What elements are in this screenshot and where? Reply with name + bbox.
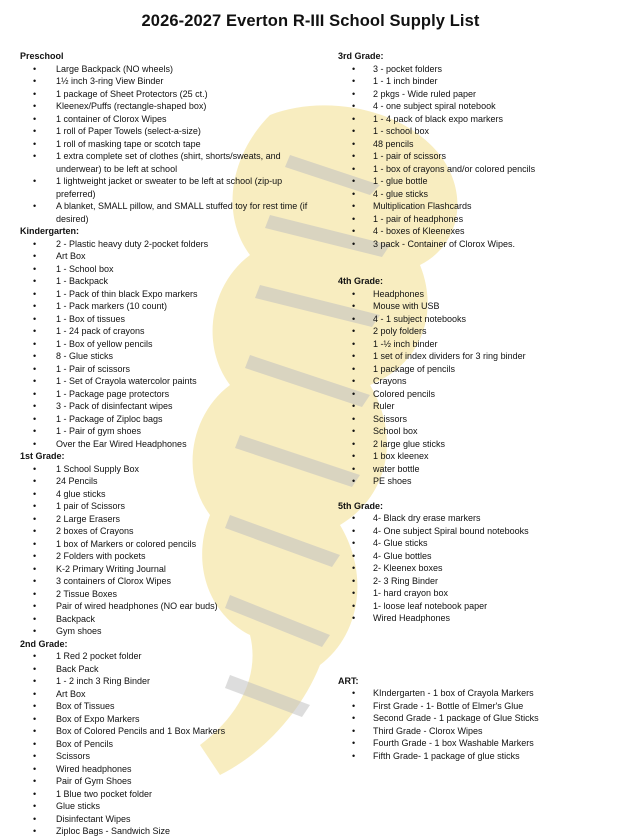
list-item: • 1 - 1 inch binder bbox=[338, 75, 608, 88]
list-item: • 1 extra complete set of clothes (shirt, shorts/sweats, and underwear) to be left at school bbox=[20, 150, 320, 175]
list-item: • 4 - glue sticks bbox=[338, 188, 608, 201]
list-item: • Gym shoes bbox=[20, 625, 320, 638]
list-item: • 2- Kleenex boxes bbox=[338, 562, 608, 575]
list-item: • 1 set of index dividers for 3 ring binder bbox=[338, 350, 608, 363]
list-item: • 4- One subject Spiral bound notebooks bbox=[338, 525, 608, 538]
list-item: • School box bbox=[338, 425, 608, 438]
list-item: • A blanket, SMALL pillow, and SMALL stuffed toy for rest time (if desired) bbox=[20, 200, 320, 225]
supply-list bbox=[20, 238, 320, 451]
list-item: • 2 pkgs - Wide ruled paper bbox=[338, 88, 608, 101]
list-item: • 3 - Pack of disinfectant wipes bbox=[20, 400, 320, 413]
list-item: • 4- Glue bottles bbox=[338, 550, 608, 563]
section-heading: ART: bbox=[338, 675, 359, 686]
supply-list bbox=[20, 63, 320, 226]
list-item: • 1 - Pack markers (10 count) bbox=[20, 300, 320, 313]
list-item: • 24 Pencils bbox=[20, 475, 320, 488]
list-item: • Third Grade - Clorox Wipes bbox=[338, 725, 608, 738]
list-item: • 4 - 1 subject notebooks bbox=[338, 313, 608, 326]
section-5th-grade bbox=[338, 500, 608, 625]
section-heading: 2nd Grade: bbox=[20, 638, 68, 649]
list-item: • 1 - box of crayons and/or colored pencils bbox=[338, 163, 608, 176]
section-art bbox=[338, 675, 608, 763]
list-item: • 1 package of pencils bbox=[338, 363, 608, 376]
list-item: • Fourth Grade - 1 box Washable Markers bbox=[338, 737, 608, 750]
list-item: • 1 - 4 pack of black expo markers bbox=[338, 113, 608, 126]
list-item: • 8 - Glue sticks bbox=[20, 350, 320, 363]
list-item: • Art Box bbox=[20, 250, 320, 263]
list-item: • 1 pair of Scissors bbox=[20, 500, 320, 513]
section-4th-grade bbox=[338, 275, 608, 488]
list-item: • 2 large glue sticks bbox=[338, 438, 608, 451]
list-item: • Pair of wired headphones (NO ear buds) bbox=[20, 600, 320, 613]
section-3rd-grade bbox=[338, 50, 608, 250]
list-item: • 2 boxes of Crayons bbox=[20, 525, 320, 538]
section-1st-grade bbox=[20, 450, 320, 638]
list-item: • 1 - school box bbox=[338, 125, 608, 138]
list-item: • 1 - pair of scissors bbox=[338, 150, 608, 163]
list-item: • 1 Blue two pocket folder bbox=[20, 788, 320, 801]
list-item: • 1 - 24 pack of crayons bbox=[20, 325, 320, 338]
list-item: • Glue sticks bbox=[20, 800, 320, 813]
list-item: • 1 Red 2 pocket folder bbox=[20, 650, 320, 663]
list-item: • Pair of Gym Shoes bbox=[20, 775, 320, 788]
list-item: • Mouse with USB bbox=[338, 300, 608, 313]
list-item: • 1 - School box bbox=[20, 263, 320, 276]
list-item: • 4- Glue sticks bbox=[338, 537, 608, 550]
list-item: • Box of Tissues bbox=[20, 700, 320, 713]
list-item: • Kleenex/Puffs (rectangle-shaped box) bbox=[20, 100, 320, 113]
list-item: • water bottle bbox=[338, 463, 608, 476]
supply-list bbox=[338, 512, 608, 625]
page-title: 2026-2027 Everton R-III School Supply List bbox=[141, 12, 480, 30]
list-item: • 1 - Package of Ziploc bags bbox=[20, 413, 320, 426]
list-item: • 1 roll of masking tape or scotch tape bbox=[20, 138, 320, 151]
supply-list bbox=[338, 288, 608, 488]
list-item: • 1 - Pair of scissors bbox=[20, 363, 320, 376]
list-item: • 1 package of Sheet Protectors (25 ct.) bbox=[20, 88, 320, 101]
list-item: • Wired headphones bbox=[20, 763, 320, 776]
list-item: • 4- Black dry erase markers bbox=[338, 512, 608, 525]
left-column bbox=[20, 50, 320, 838]
list-item: • 1 - Package page protectors bbox=[20, 388, 320, 401]
list-item: • 1 - glue bottle bbox=[338, 175, 608, 188]
list-item: • 2- 3 Ring Binder bbox=[338, 575, 608, 588]
list-item: • First Grade - 1- Bottle of Elmer's Glue bbox=[338, 700, 608, 713]
list-item: • 1 container of Clorox Wipes bbox=[20, 113, 320, 126]
list-item: • 2 Tissue Boxes bbox=[20, 588, 320, 601]
list-item: • 1 box kleenex bbox=[338, 450, 608, 463]
list-item: • 1 - Box of tissues bbox=[20, 313, 320, 326]
list-item: • Box of Expo Markers bbox=[20, 713, 320, 726]
list-item: • Crayons bbox=[338, 375, 608, 388]
list-item: • 4 - one subject spiral notebook bbox=[338, 100, 608, 113]
list-item: • Colored pencils bbox=[338, 388, 608, 401]
section-heading: Preschool bbox=[20, 51, 64, 61]
list-item: • 4 glue sticks bbox=[20, 488, 320, 501]
section-kindergarten bbox=[20, 225, 320, 450]
section-2nd-grade bbox=[20, 638, 320, 838]
section-preschool bbox=[20, 50, 320, 225]
list-item: • 1- hard crayon box bbox=[338, 587, 608, 600]
list-item: • 1 - Backpack bbox=[20, 275, 320, 288]
list-item: • Box of Colored Pencils and 1 Box Markers bbox=[20, 725, 320, 738]
list-item: • K-2 Primary Writing Journal bbox=[20, 563, 320, 576]
list-item: • Headphones bbox=[338, 288, 608, 301]
list-item: • 1 - 2 inch 3 Ring Binder bbox=[20, 675, 320, 688]
list-item: • Large Backpack (NO wheels) bbox=[20, 63, 320, 76]
section-heading: 3rd Grade: bbox=[338, 51, 384, 61]
supply-list bbox=[338, 63, 608, 251]
list-item: • 1 - Pair of gym shoes bbox=[20, 425, 320, 438]
supply-list bbox=[20, 650, 320, 838]
list-item: • 1 School Supply Box bbox=[20, 463, 320, 476]
list-item: • 1 box of Markers or colored pencils bbox=[20, 538, 320, 551]
supply-list bbox=[20, 463, 320, 638]
list-item: • Art Box bbox=[20, 688, 320, 701]
list-item: • Fifth Grade- 1 package of glue sticks bbox=[338, 750, 608, 763]
section-heading: 5th Grade: bbox=[338, 500, 384, 511]
list-item: • 1 roll of Paper Towels (select-a-size) bbox=[20, 125, 320, 138]
right-column bbox=[338, 50, 608, 762]
list-item: • KIndergarten - 1 box of Crayola Markers bbox=[338, 687, 608, 700]
list-item: • Scissors bbox=[338, 413, 608, 426]
supply-list bbox=[338, 687, 608, 762]
list-item: • Second Grade - 1 package of Glue Sticks bbox=[338, 712, 608, 725]
list-item: • 3 - pocket folders bbox=[338, 63, 608, 76]
list-item: • 48 pencils bbox=[338, 138, 608, 151]
section-heading: 1st Grade: bbox=[20, 451, 65, 461]
list-item: • 1 - pair of headphones bbox=[338, 213, 608, 226]
list-item: • 2 - Plastic heavy duty 2-pocket folders bbox=[20, 238, 320, 251]
list-item: • 1 -½ inch binder bbox=[338, 338, 608, 351]
list-item: • 4 - boxes of Kleenexes bbox=[338, 225, 608, 238]
list-item: • 1 - Box of yellow pencils bbox=[20, 338, 320, 351]
list-item: • 1 lightweight jacket or sweater to be left at school (zip-up preferred) bbox=[20, 175, 320, 200]
list-item: • 1- loose leaf notebook paper bbox=[338, 600, 608, 613]
list-item: • Disinfectant Wipes bbox=[20, 813, 320, 826]
list-item: • Wired Headphones bbox=[338, 612, 608, 625]
list-item: • 2 Folders with pockets bbox=[20, 550, 320, 563]
list-item: • PE shoes bbox=[338, 475, 608, 488]
section-heading: 4th Grade: bbox=[338, 276, 384, 286]
list-item: • Back Pack bbox=[20, 663, 320, 676]
list-item: • 3 pack - Container of Clorox Wipes. bbox=[338, 238, 608, 251]
list-item: • 2 Large Erasers bbox=[20, 513, 320, 526]
list-item: • Scissors bbox=[20, 750, 320, 763]
list-item: • Ruler bbox=[338, 400, 608, 413]
list-item: • Box of Pencils bbox=[20, 738, 320, 751]
list-item: • Backpack bbox=[20, 613, 320, 626]
list-item: • 1½ inch 3-ring View Binder bbox=[20, 75, 320, 88]
list-item: • 1 - Set of Crayola watercolor paints bbox=[20, 375, 320, 388]
list-item: • 3 containers of Clorox Wipes bbox=[20, 575, 320, 588]
section-heading: Kindergarten: bbox=[20, 226, 80, 236]
list-item: • Multiplication Flashcards bbox=[338, 200, 608, 213]
list-item: • 2 poly folders bbox=[338, 325, 608, 338]
list-item: • 1 - Pack of thin black Expo markers bbox=[20, 288, 320, 301]
list-item: • Over the Ear Wired Headphones bbox=[20, 438, 320, 451]
list-item: • Ziploc Bags - Sandwich Size bbox=[20, 825, 320, 838]
